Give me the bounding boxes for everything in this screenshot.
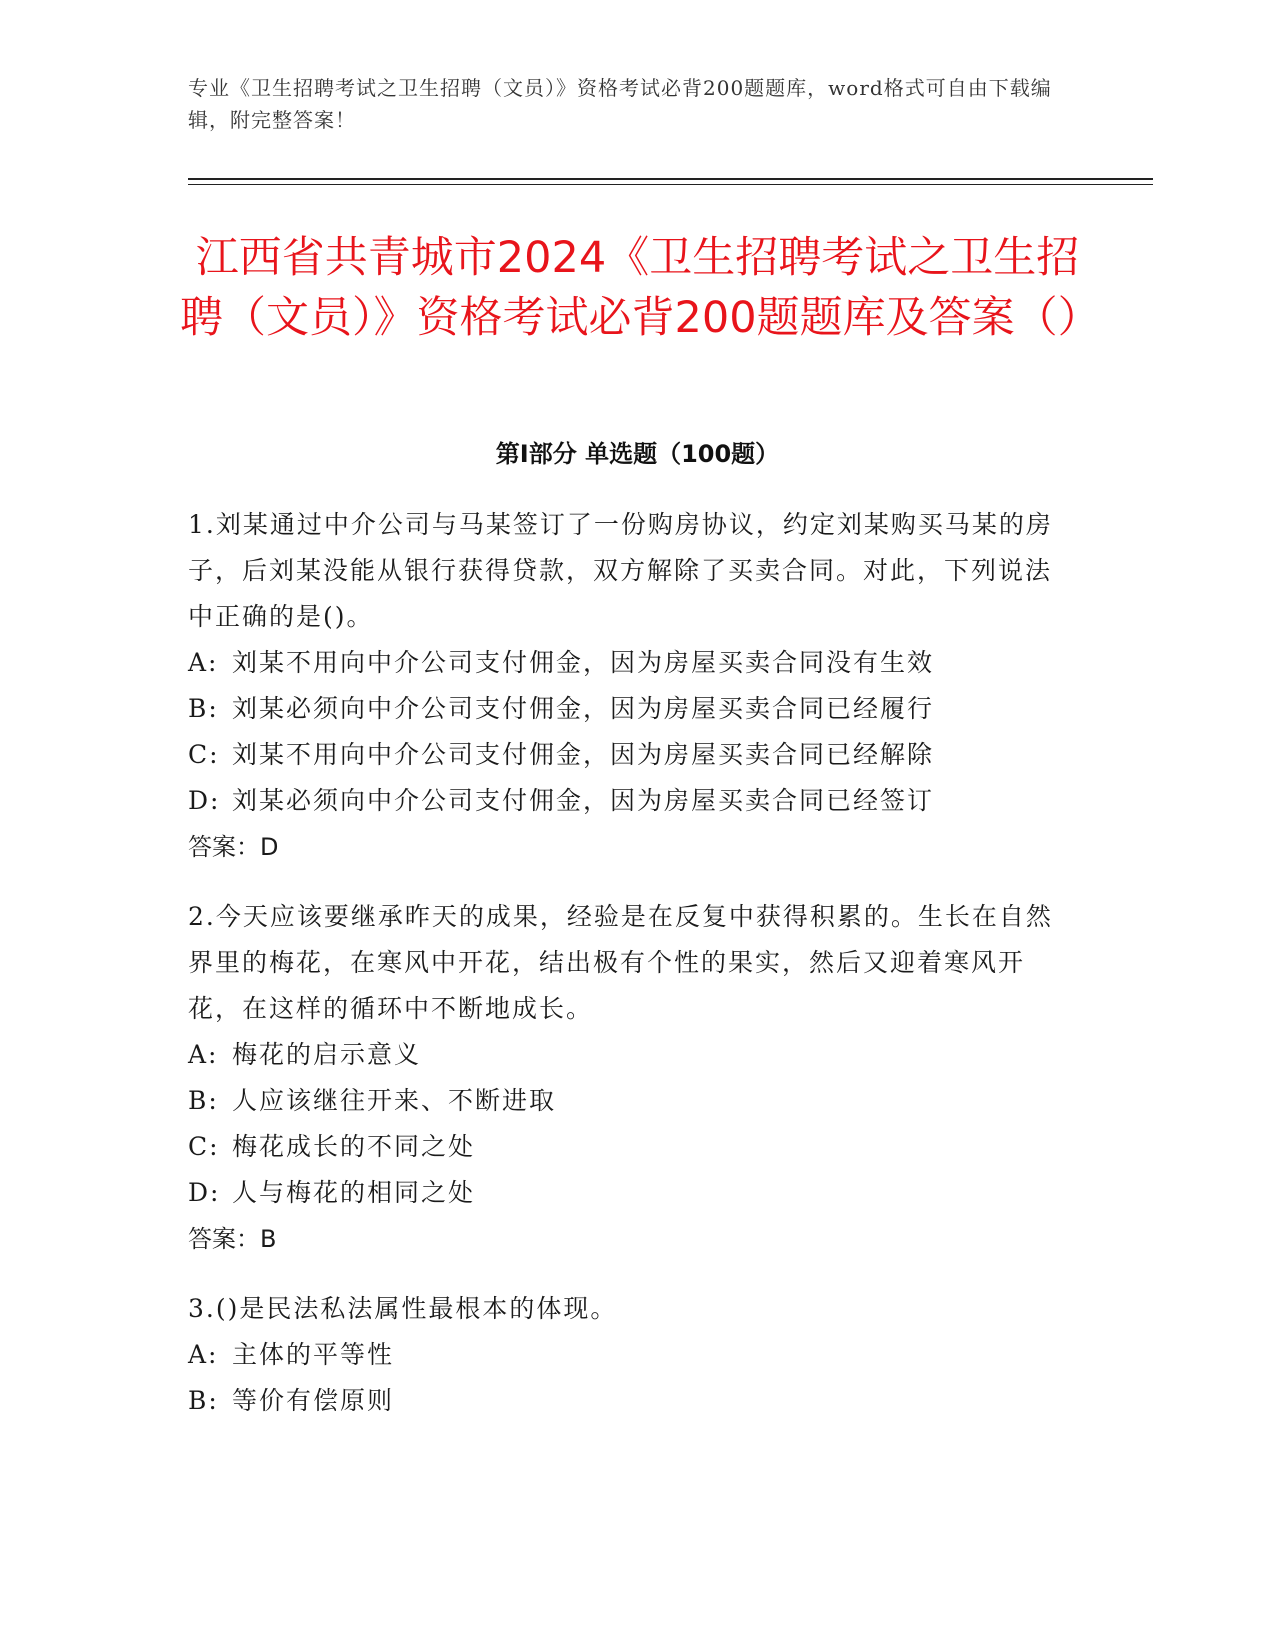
option-letter: D: (188, 1178, 221, 1207)
option-text: 梅花成长的不同之处 (232, 1132, 476, 1161)
option-text: 人与梅花的相同之处 (232, 1178, 476, 1207)
option-letter: C: (188, 740, 220, 769)
option-c (188, 1124, 1068, 1170)
question-1 (188, 502, 1068, 870)
option-b (188, 1078, 1068, 1124)
option-letter: B: (188, 1386, 219, 1415)
header-note: 专业《卫生招聘考试之卫生招聘（文员）》资格考试必背200题题库，word格式可自由下载编辑，附完整答案！ (188, 76, 1052, 132)
option-text: 梅花的启示意义 (232, 1040, 422, 1069)
option-text: 刘某必须向中介公司支付佣金，因为房屋买卖合同已经签订 (232, 786, 935, 815)
option-b (188, 1378, 1068, 1424)
option-a (188, 1032, 1068, 1078)
option-letter: D: (188, 786, 221, 815)
option-letter: B: (188, 694, 219, 723)
answer-line: 答案：D (188, 833, 279, 861)
option-letter: A: (188, 1340, 219, 1369)
document-title: 江西省共青城市2024《卫生招聘考试之卫生招聘（文员）》资格考试必背200题题库及答案（） (180, 233, 1101, 343)
option-c (188, 732, 1068, 778)
option-b (188, 686, 1068, 732)
option-a (188, 640, 1068, 686)
option-text: 刘某不用向中介公司支付佣金，因为房屋买卖合同已经解除 (232, 740, 935, 769)
question-stem: 3.()是民法私法属性最根本的体现。 (188, 1294, 618, 1323)
option-text: 主体的平等性 (232, 1340, 395, 1369)
option-letter: B: (188, 1086, 219, 1115)
option-letter: A: (188, 648, 219, 677)
option-a (188, 1332, 1068, 1378)
question-stem: 1.刘某通过中介公司与马某签订了一份购房协议，约定刘某购买马某的房子，后刘某没能从银行获得贷款，双方解除了买卖合同。对此，下列说法中正确的是()。 (188, 510, 1053, 631)
option-text: 等价有偿原则 (232, 1386, 395, 1415)
question-2 (188, 894, 1068, 1262)
option-letter: A: (188, 1040, 219, 1069)
option-text: 刘某必须向中介公司支付佣金，因为房屋买卖合同已经履行 (232, 694, 935, 723)
section-title: 第I部分 单选题（100题） (495, 440, 780, 468)
answer-line: 答案：B (188, 1225, 277, 1253)
header-divider-thick (188, 178, 1153, 180)
option-text: 人应该继往开来、不断进取 (232, 1086, 557, 1115)
option-d (188, 1170, 1068, 1216)
option-letter: C: (188, 1132, 220, 1161)
option-d (188, 778, 1068, 824)
question-3 (188, 1286, 1068, 1424)
header-divider-thin (188, 184, 1153, 185)
question-stem: 2.今天应该要继承昨天的成果，经验是在反复中获得积累的。生长在自然界里的梅花，在寒风中开花，结出极有个性的果实，然后又迎着寒风开花，在这样的循环中不断地成长。 (188, 902, 1053, 1023)
option-text: 刘某不用向中介公司支付佣金，因为房屋买卖合同没有生效 (232, 648, 935, 677)
